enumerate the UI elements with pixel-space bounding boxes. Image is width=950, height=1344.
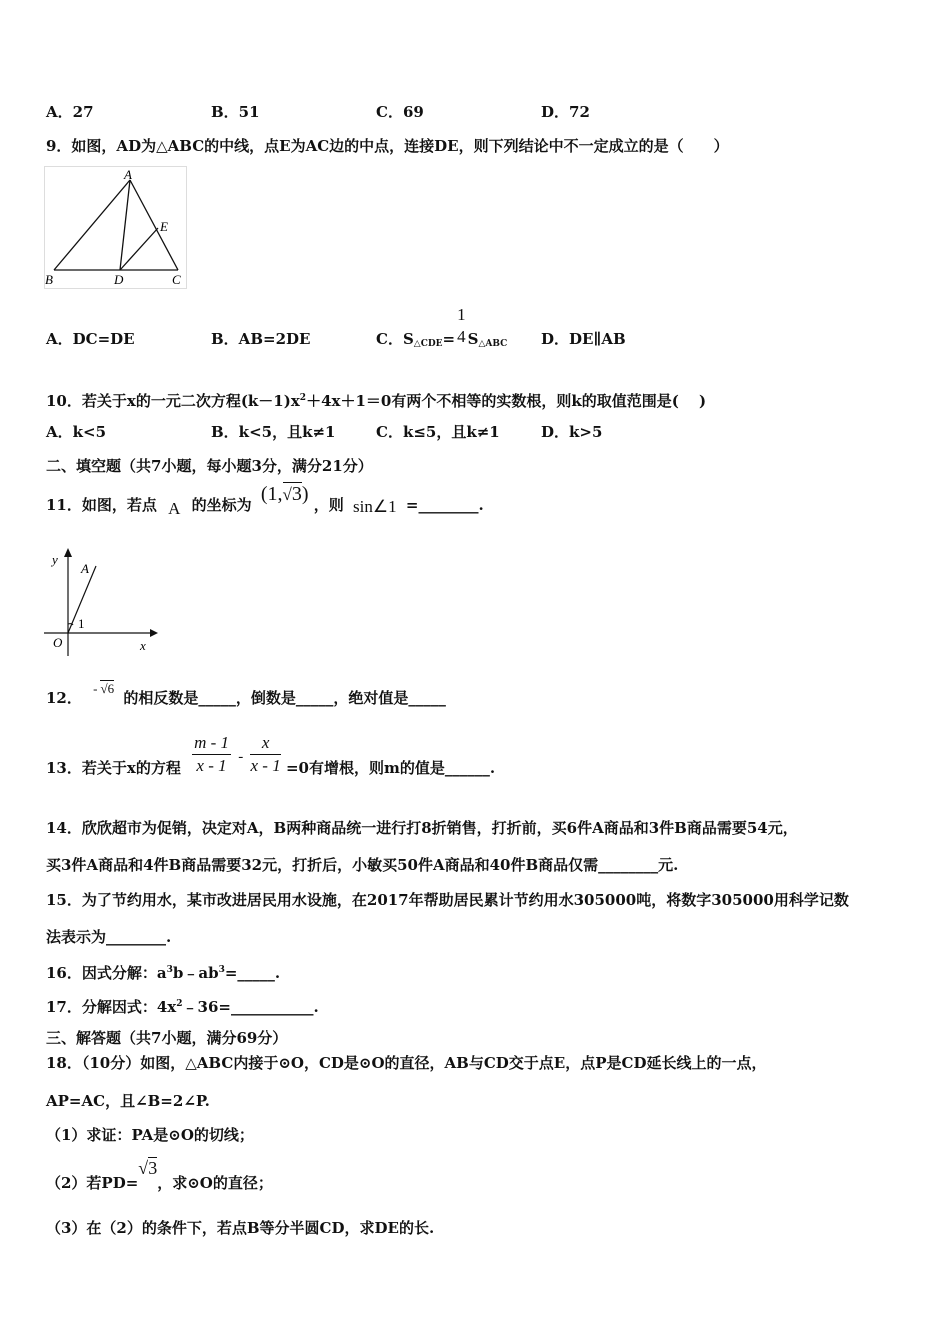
q12-rad: 6	[107, 681, 115, 696]
q11-point-a: A	[168, 499, 181, 518]
q11-coord	[261, 483, 309, 505]
q18-p2-pre: （2）若PD=	[46, 1174, 139, 1192]
q9-c-sub2: △ABC	[478, 339, 508, 349]
q10-option-c: C．k≤5，且k≠1	[376, 423, 500, 441]
section-2-heading: 二、填空题（共7小题，每小题3分，满分21分）	[46, 457, 373, 475]
fig11-label-a: A	[81, 561, 89, 576]
q12-text: 的相反数是_____，倒数是_____，绝对值是_____	[123, 689, 446, 707]
q9-c-den: 4	[457, 327, 466, 346]
q9-c-sub1: △CDE	[413, 339, 443, 349]
q9-option-c	[376, 304, 507, 348]
q17-sup: 2	[176, 999, 183, 1009]
q9-c-prefix: C．S	[376, 330, 414, 348]
q15-line-2: 法表示为________.	[46, 928, 172, 946]
fig9-label-a: A	[124, 167, 132, 182]
q10-option-b: B．k<5，且k≠1	[211, 423, 336, 441]
q11-mid: 的坐标为	[191, 496, 252, 514]
q13-f2-den: x - 1	[250, 756, 281, 775]
q16	[46, 960, 280, 983]
q15-line-1: 15．为了节约用水，某市改进居民用水设施，在2017年帮助居民累计节约用水305000吨，将数字305000用科学记数	[46, 891, 849, 909]
q18-part-3: （3）在（2）的条件下，若点B等分半圆CD，求DE的长.	[46, 1219, 435, 1237]
q9-triangle-figure	[44, 166, 189, 292]
q12-neg-sqrt: - √6	[93, 681, 115, 696]
q10-sup: 2	[299, 393, 307, 403]
fig9-label-e: E	[160, 219, 168, 234]
q9-c-fraction	[455, 304, 468, 348]
q11-pre: 11．如图，若点	[46, 496, 157, 514]
q13-minus: -	[238, 749, 244, 765]
fig11-label-1: 1	[78, 616, 85, 631]
q16-a: 16．因式分解：a	[46, 964, 167, 982]
q17-b: ﹣36=___________.	[182, 998, 319, 1016]
q14-line-1: 14．欣欣超市为促销，决定对A，B两种商品统一进行打8折销售，打折前，买6件A商品和3件B商品需要54元，	[46, 819, 798, 837]
q18-part-1: （1）求证：PA是⊙O的切线；	[46, 1126, 254, 1144]
q18-p2-post: ，求⊙O的直径；	[157, 1174, 273, 1192]
q10-stem-b: ＋4x＋1＝0有两个不相等的实数根，则k的取值范围是( )	[306, 392, 707, 410]
q8-option-b: B．51	[211, 103, 260, 121]
fig9-label-d: D	[114, 272, 124, 287]
q10-option-a: A．k<5	[46, 423, 107, 441]
q9-option-a: A．DC=DE	[46, 330, 135, 348]
q8-option-a: A．27	[46, 103, 94, 121]
q13-pre: 13．若关于x的方程	[46, 759, 181, 777]
q9-option-b: B．AB=2DE	[211, 330, 311, 348]
q10-stem	[46, 388, 706, 411]
q9-c-eq: =	[442, 330, 456, 348]
q11-post1: ，则	[313, 496, 344, 514]
q17	[46, 994, 319, 1017]
q16-c: =_____.	[224, 964, 281, 982]
q18-line-1: 18．（10分）如图，△ABC内接于⊙O，CD是⊙O的直径，AB与CD交于点E，点P是CD延长线上的一点，	[46, 1054, 767, 1072]
q18-part-2	[46, 1158, 273, 1194]
q11-coordinate-figure	[44, 546, 164, 656]
q9-c-num: 1	[457, 305, 466, 324]
q10-option-d: D．k>5	[541, 423, 603, 441]
q11-coord-rad: √3	[282, 483, 302, 505]
section-3-heading: 三、解答题（共7小题，满分69分）	[46, 1029, 288, 1047]
q17-a: 17．分解因式：4x	[46, 998, 177, 1016]
q13-post: =0有增根，则m的值是______.	[285, 759, 496, 777]
q9-stem: 9．如图，AD为△ABC的中线，点E为AC边的中点，连接DE，则下列结论中不一定成立的是（ ）	[46, 137, 729, 155]
q18-line-2: AP=AC，且∠B=2∠P.	[46, 1092, 210, 1110]
q13-fraction-2	[250, 732, 280, 777]
q16-b: b﹣ab	[172, 964, 219, 982]
q13-f1-den: x - 1	[196, 756, 227, 775]
q14-line-2: 买3件A商品和4件B商品需要32元，打折后，小敏买50件A商品和40件B商品仅需________元.	[46, 856, 679, 874]
q13-fraction-1	[192, 732, 231, 777]
q16-sup-2: 3	[218, 965, 225, 975]
q11-coord-close: )	[301, 483, 309, 505]
fig11-label-y: y	[52, 552, 58, 567]
fig11-label-o: O	[53, 635, 63, 650]
fig9-label-c: C	[172, 272, 181, 287]
q12-stem	[46, 678, 446, 714]
q13-f2-num: x	[250, 732, 280, 755]
q11-coord-open: (1,	[260, 483, 283, 505]
q16-sup-1: 3	[166, 965, 173, 975]
q8-option-c: C．69	[376, 103, 424, 121]
q11-sin: sin∠1	[353, 497, 397, 516]
q11-post2: =________.	[405, 496, 484, 514]
q12-num: 12．	[46, 689, 82, 707]
q11-stem	[46, 484, 484, 524]
fig11-label-x: x	[140, 638, 146, 653]
q13-stem	[46, 732, 495, 782]
q8-option-d: D．72	[541, 103, 590, 121]
q18-p2-sqrt: √3	[138, 1158, 158, 1178]
q13-f1-num: m - 1	[192, 732, 231, 755]
fig9-label-b: B	[45, 272, 53, 287]
q12-neg: -	[93, 681, 98, 696]
q9-c-s: S	[467, 330, 479, 348]
q9-option-d: D．DE∥AB	[541, 330, 626, 348]
q10-stem-a: 10．若关于x的一元二次方程(k－1)x	[46, 392, 300, 410]
